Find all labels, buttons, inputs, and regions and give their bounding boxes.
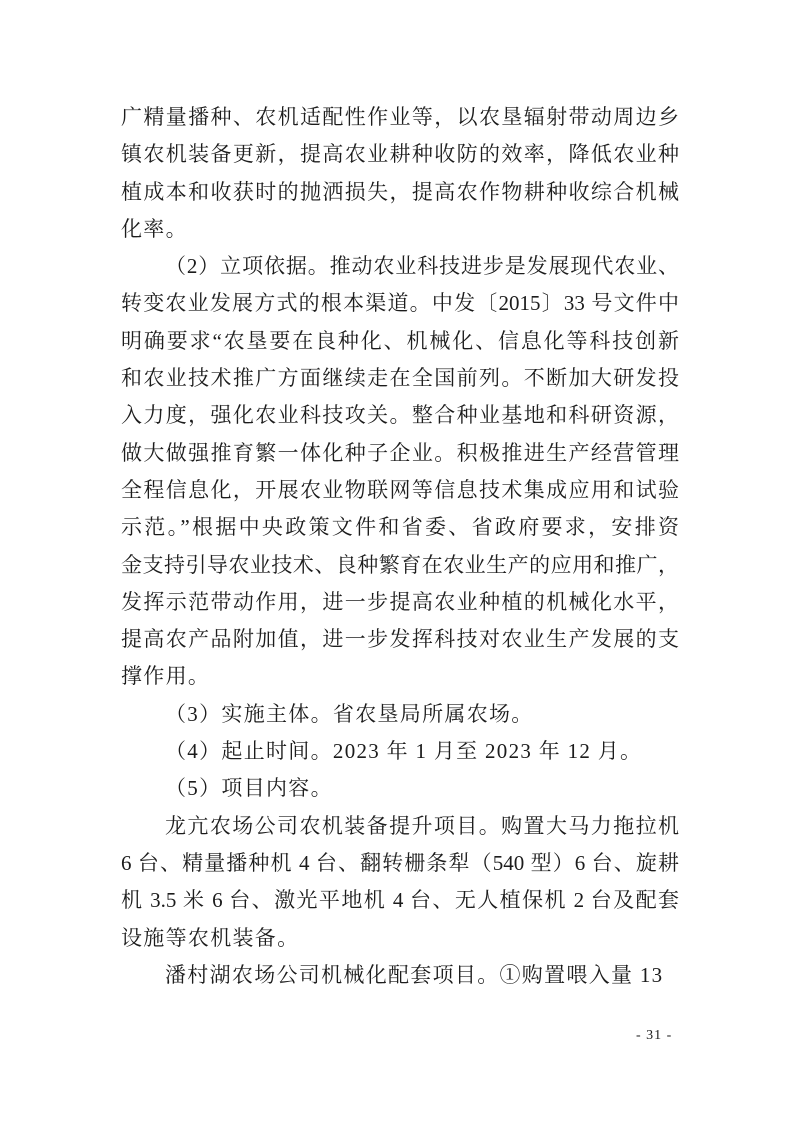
text-line: 潘村湖农场公司机械化配套项目。①购置喂入量 13 <box>165 962 664 987</box>
text-line: 示范。”根据中央政策文件和省委、省政府要求，安排资 <box>121 515 679 540</box>
text-line: 设施等农机装备。 <box>121 925 300 950</box>
text-block <box>121 99 679 994</box>
text-line: 转变农业发展方式的根本渠道。中发〔2015〕33 号文件中 <box>121 291 679 316</box>
text-line: 广精量播种、农机适配性作业等，以农垦辐射带动周边乡 <box>121 105 679 129</box>
text-line: 镇农机装备更新，提高农业耕种收防的效率，降低农业种 <box>121 142 679 167</box>
text-line: 全程信息化，开展农业物联网等信息技术集成应用和试验 <box>121 477 679 502</box>
text-line: （4）起止时间。2023 年 1 月至 2023 年 12 月。 <box>165 739 643 764</box>
text-line: （3）实施主体。省农垦局所属农场。 <box>165 701 534 726</box>
text-line: 龙亢农场公司农机装备提升项目。购置大马力拖拉机 <box>165 813 679 838</box>
text-line: 6 台、精量播种机 4 台、翻转栅条犁（540 型）6 台、旋耕 <box>121 850 679 875</box>
text-line: 明确要求“农垦要在良种化、机械化、信息化等科技创新 <box>121 328 679 353</box>
text-line: （5）项目内容。 <box>165 776 333 801</box>
page-number: - 31 - <box>636 1028 673 1043</box>
text-line: 植成本和收获时的抛洒损失，提高农作物耕种收综合机械 <box>121 179 679 204</box>
text-line: 撑作用。 <box>121 664 211 689</box>
text-line: 机 3.5 米 6 台、激光平地机 4 台、无人植保机 2 台及配套 <box>121 888 679 913</box>
text-line: 化率。 <box>121 216 188 241</box>
text-line: 金支持引导农业技术、良种繁育在农业生产的应用和推广， <box>121 552 679 577</box>
text-line: 做大做强推育繁一体化种子企业。积极推进生产经营管理 <box>121 440 679 465</box>
text-line: （2）立项依据。推动农业科技进步是发展现代农业、 <box>165 254 679 279</box>
text-line: 发挥示范带动作用，进一步提高农业种植的机械化水平， <box>121 589 679 614</box>
text-line: 和农业技术推广方面继续走在全国前列。不断加大研发投 <box>121 366 679 391</box>
text-line: 提高农产品附加值，进一步发挥科技对农业生产发展的支 <box>121 627 679 652</box>
text-line: 入力度，强化农业科技攻关。整合种业基地和科研资源， <box>121 403 679 428</box>
